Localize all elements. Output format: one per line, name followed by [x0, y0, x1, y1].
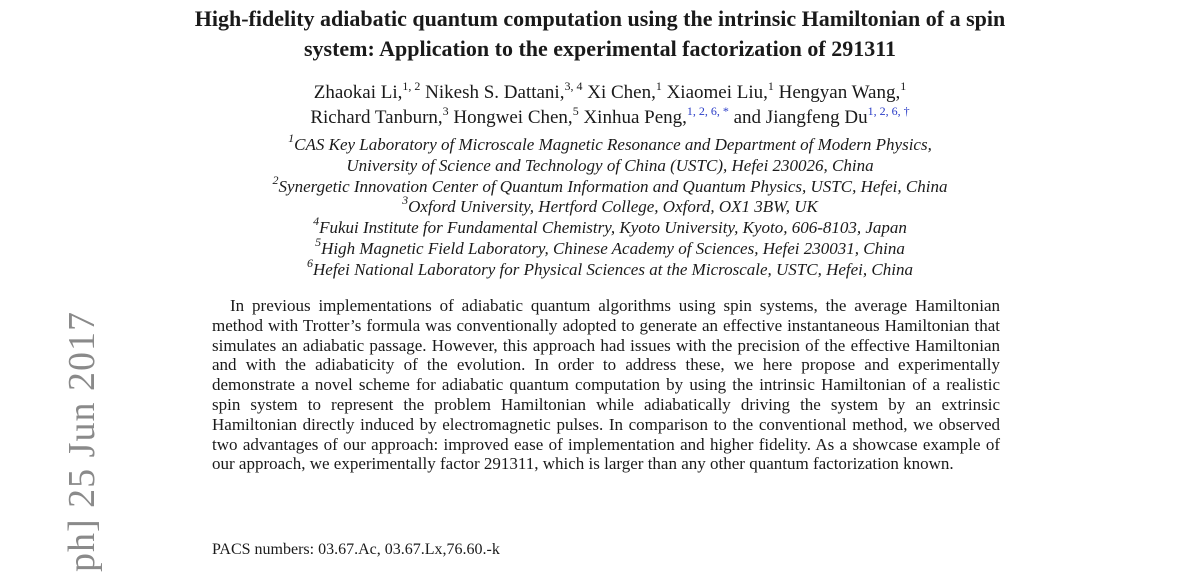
author-affil-marks: 5: [572, 104, 579, 118]
title-line-1: High-fidelity adiabatic quantum computation using the intrinsic Hamiltonian of a spin: [194, 6, 1006, 31]
author-list: [200, 80, 1020, 130]
affiliation-text: Oxford University, Hertford College, Oxford, OX1 3BW, UK: [408, 197, 818, 217]
affiliation-text: Synergetic Innovation Center of Quantum Information and Quantum Physics, USTC, Hefei, China: [278, 176, 948, 196]
pacs-values: 03.67.Ac, 03.67.Lx,76.60.-k: [318, 541, 500, 558]
author-affil-marks: 1, 2, 6, †: [867, 104, 910, 118]
author-name: Nikesh S. Dattani,: [425, 82, 565, 103]
abstract-text: In previous implementations of adiabatic quantum algorithms using spin systems, the average Hamiltonian method with Trotter’s formula was conventionally adopted to generate an effective instantaneous Hamiltonian that simulates an adiabatic passage. However, this approach had issues with the precision of the effective Hamiltonian and with the adiabaticity of the evolution. In order to address these, we here propose and experimentally demonstrate a novel scheme for adiabatic quantum computation by using the intrinsic Hamiltonian of a realistic spin system to represent the problem Hamiltonian while adiabatically driving the system by an extrinsic Hamiltonian directly induced by electromagnetic pulses. In comparison to the conventional method, we observed two advantages of our approach: improved ease of implementation and higher fidelity. As a showcase example of our approach, we experimentally factor 291311, which is larger than any other quantum factorization known.: [212, 296, 1000, 474]
affiliation-number: 3: [402, 193, 409, 208]
author-affil-marks: 3, 4: [564, 79, 583, 93]
affiliation-5: [190, 234, 1030, 260]
affiliation-text: University of Science and Technology of China (USTC), Hefei 230026, China: [346, 155, 874, 175]
author-name: Hengyan Wang,: [778, 82, 901, 103]
affiliation-1-continued: [190, 156, 1030, 177]
author-affil-marks: 3: [442, 104, 449, 118]
affiliation-text: Fukui Institute for Fundamental Chemistry, Kyoto University, Kyoto, 606-8103, Japan: [319, 218, 907, 238]
affiliation-1: [190, 131, 1030, 156]
author-affil-marks: 1: [767, 79, 774, 93]
arxiv-side-stamp: ph] 25 Jun 2017: [61, 311, 103, 572]
title-line-2: system: Application to the experimental factorization of 291311: [303, 36, 897, 61]
author-line-2: [200, 105, 1020, 130]
affiliation-number: 6: [307, 255, 314, 270]
author-name: Xi Chen,: [587, 82, 656, 103]
abstract: [212, 296, 1000, 474]
author-affil-marks: 1, 2: [402, 79, 421, 93]
affiliation-text: CAS Key Laboratory of Microscale Magnetic Resonance and Department of Modern Physics,: [294, 135, 932, 154]
affiliation-number: 5: [315, 234, 322, 249]
affiliation-2: [190, 172, 1030, 198]
affiliation-number: 1: [288, 131, 295, 145]
paper-title: [100, 4, 1100, 64]
affiliation-text: Hefei National Laboratory for Physical Sciences at the Microscale, USTC, Hefei, China: [313, 259, 913, 279]
affiliation-number: 4: [313, 214, 320, 229]
author-name: and Jiangfeng Du: [733, 107, 868, 128]
affiliation-list: [190, 131, 1030, 281]
author-affil-marks: 1, 2, 6, *: [686, 104, 729, 118]
affiliation-6: [190, 255, 1030, 281]
author-affil-marks: 1: [655, 79, 662, 93]
affiliation-number: 2: [272, 172, 279, 187]
author-affil-marks: 1: [900, 79, 907, 93]
author-name: Xiaomei Liu,: [666, 82, 768, 103]
author-name: Zhaokai Li,: [313, 82, 403, 103]
author-name: Richard Tanburn,: [310, 107, 443, 128]
author-line-1: [200, 80, 1020, 105]
affiliation-text: High Magnetic Field Laboratory, Chinese Academy of Sciences, Hefei 230031, China: [321, 238, 905, 258]
author-name: Hongwei Chen,: [453, 107, 573, 128]
pacs-numbers: [212, 540, 500, 560]
pacs-label: PACS numbers:: [212, 541, 315, 558]
author-name: Xinhua Peng,: [583, 107, 687, 128]
